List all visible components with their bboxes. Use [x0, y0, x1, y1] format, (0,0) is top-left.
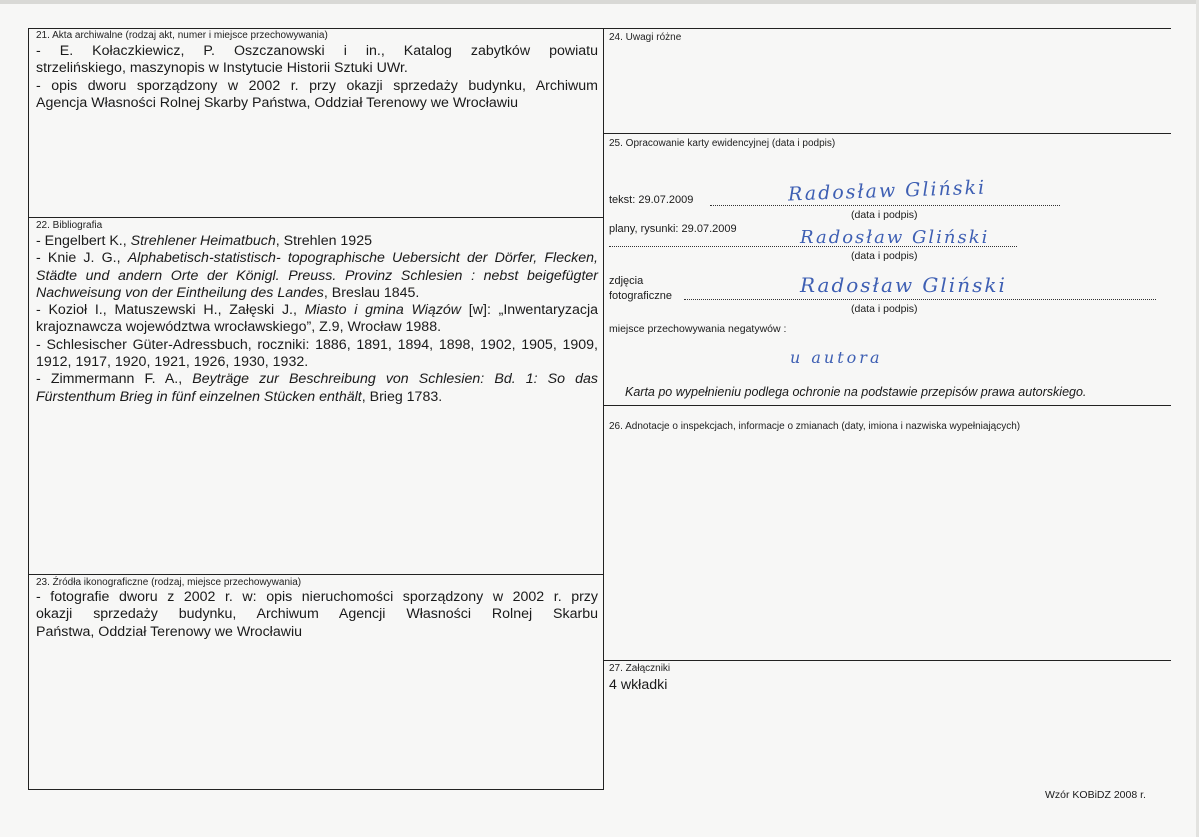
- bibliography-title: Alphabetisch-statistisch- topographische Uebersicht der Dörfer, Flecken, Städte und andern Orte der Königl. Preuss. Provinz Schlesien : nebst beigefügter Nachweisung von der Eintheilung des Landes: [36, 250, 598, 301]
- section-23-line: okazji sprzedaży budynku, Archiwum Agencji Własności Rolnej Skarbu: [36, 606, 598, 623]
- bibliography-text: , Strehlen 1925: [275, 233, 372, 249]
- section-23-text: [36, 589, 598, 641]
- section-27-label: 27. Załączniki: [609, 663, 671, 674]
- section-23-label: 23. Źródła ikonograficzne (rodzaj, miejsce przechowywania): [36, 577, 302, 588]
- zdjecia-dotted-line: [684, 299, 1156, 300]
- bibliography-text: [w]: „Inwentaryzacja krajoznawcza województwa wrocławskiego”, Z.9, Wrocław 1988.: [36, 302, 598, 336]
- tekst-date: tekst: 29.07.2009: [609, 194, 694, 206]
- bibliography-text: - Kozioł I., Matuszewski H., Załęski J.,: [36, 302, 305, 319]
- section-26-label: 26. Adnotacje o inspekcjach, informacje o zmianach (daty, imiona i nazwiska wypełniających): [609, 421, 1021, 432]
- bibliography-text: , Brieg 1783.: [361, 388, 443, 405]
- signature-plany: Radosław Gliński: [800, 227, 990, 248]
- bibliography-title: Strehlener Heimatbuch: [130, 233, 276, 249]
- signature-zdjecia: Radosław Gliński: [800, 273, 1007, 297]
- section-21-text: [36, 43, 598, 112]
- data-i-podpis-caption: (data i podpis): [851, 209, 918, 221]
- form-template-footer: Wzór KOBiDZ 2008 r.: [1045, 789, 1146, 801]
- record-card-form: [28, 28, 1171, 801]
- divider-24-25: [603, 133, 1171, 134]
- page-edge: [0, 0, 1199, 4]
- zdjecia-label: zdjęcia: [609, 275, 644, 287]
- plany-date: plany, rysunki: 29.07.2009: [609, 223, 737, 235]
- bibliography-list: [36, 233, 598, 406]
- attachments-value: 4 wkładki: [609, 677, 668, 693]
- bibliography-text: - Zimmermann F. A.,: [36, 371, 193, 388]
- section-21-line: - E. Kołaczkiewicz, P. Oszczanowski i in., Katalog zabytków powiatu: [36, 43, 598, 59]
- section-23-line: - fotografie dworu z 2002 r. w: opis nieruchomości sporządzony w 2002 r. przy: [36, 589, 598, 605]
- divider-26-27: [603, 660, 1171, 661]
- copyright-note: Karta po wypełnieniu podlega ochronie na podstawie przepisów prawa autorskiego.: [625, 385, 1087, 399]
- section-21-label: 21. Akta archiwalne (rodzaj akt, numer i miejsce przechowywania): [36, 30, 328, 41]
- form-bottom-border: [28, 789, 604, 790]
- form-left-border: [28, 28, 29, 790]
- fotograficzne-label: fotograficzne: [609, 290, 672, 302]
- section-21-line: Agencja Własności Rolnej Skarby Państwa, Oddział Terenowy we Wrocławiu: [36, 94, 519, 111]
- bibliography-title: Miasto i gmina Wiązów: [304, 302, 462, 319]
- bibliography-text: - Knie J. G.,: [36, 250, 128, 267]
- divider-21-22: [28, 217, 604, 218]
- divider-25-26: [603, 405, 1171, 406]
- signature-tekst: Radosław Gliński: [787, 176, 987, 206]
- data-i-podpis-caption: (data i podpis): [851, 250, 918, 262]
- column-divider: [603, 28, 604, 790]
- bibliography-entry: [36, 233, 598, 250]
- bibliography-entry: [36, 371, 598, 406]
- negatywy-label: miejsce przechowywania negatywów :: [609, 323, 787, 335]
- data-i-podpis-caption: (data i podpis): [851, 303, 918, 315]
- bibliography-title: Beyträge zur Beschreibung von Schlesien: Bd. 1: So das Fürstenthum Brieg in fünf einzelnen Stücken enthält: [36, 371, 598, 405]
- bibliography-entry: [36, 302, 598, 337]
- bibliography-text: , Breslau 1845.: [323, 284, 420, 301]
- bibliography-entry: [36, 250, 598, 302]
- section-22-label: 22. Bibliografia: [36, 220, 103, 231]
- bibliography-text: - Schlesischer Güter-Adressbuch, roczniki: 1886, 1891, 1894, 1898, 1902, 1905, 1909, 1912, 1917, 1920, 1921, 1926, 1930, 1932.: [36, 336, 598, 371]
- negatywy-value: u autora: [790, 348, 883, 367]
- section-24-label: 24. Uwagi różne: [609, 32, 682, 43]
- form-top-border: [28, 28, 1171, 29]
- tekst-dotted-line: [710, 205, 1060, 206]
- section-21-line: - opis dworu sporządzony w 2002 r. przy okazji sprzedaży budynku, Archiwum: [36, 77, 598, 94]
- section-21-line: strzelińskiego, maszynopis w Instytucie Historii Sztuki UWr.: [36, 60, 408, 77]
- bibliography-text: - Engelbert K.,: [36, 233, 131, 249]
- section-25-label: 25. Opracowanie karty ewidencyjnej (data i podpis): [609, 138, 836, 149]
- section-23-line: Państwa, Oddział Terenowy we Wrocławiu: [36, 623, 302, 640]
- bibliography-entry: [36, 337, 598, 372]
- divider-22-23: [28, 574, 604, 575]
